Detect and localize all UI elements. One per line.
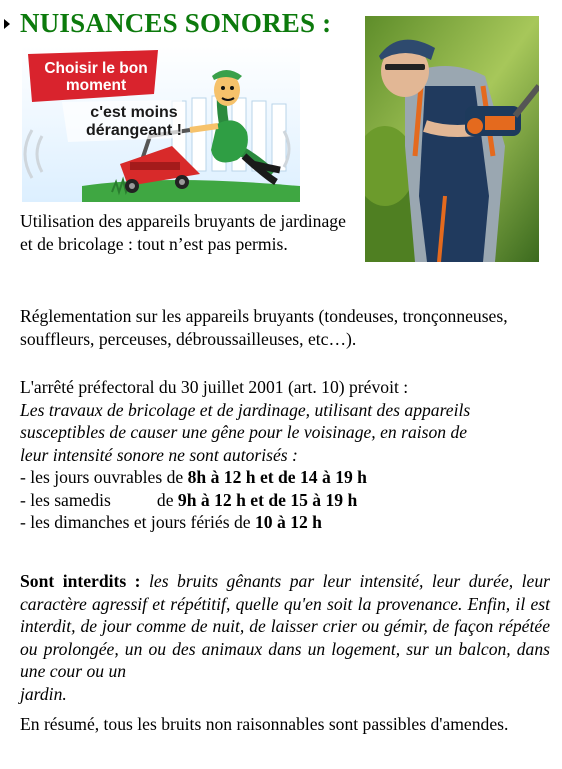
summary-paragraph: En résumé, tous les bruits non raisonnables sont passibles d'amendes.	[20, 714, 509, 734]
schedule-weekdays-label: - les jours ouvrables de	[20, 467, 188, 487]
schedule-sundays-hours: 10 à 12 h	[255, 512, 322, 532]
page-title: NUISANCES SONORES :	[20, 8, 332, 38]
forbidden-text: les bruits gênants par leur intensité, leur durée, leur caractère agressif et répétitif, quelle qu'en soit la provenance. Enfin, il est interdit, de jour comme de nuit, de laisser crier ou gémir, de façon répétée ou prolongée, un ou des animaux dans un logement, sur un balcon, dans une cour ou un	[20, 571, 550, 681]
schedule-saturdays-label: - les samedis	[20, 489, 111, 510]
decree-quote-line-1: Les travaux de bricolage et de jardinage, utilisant des appareils	[20, 399, 471, 420]
cartoon-subtitle: c'est moins dérangeant !	[85, 104, 182, 139]
decree-section	[20, 376, 555, 534]
gardener-hedge-trimmer-icon	[365, 16, 539, 262]
bullet-arrow-icon	[4, 19, 10, 29]
intro-paragraph: Utilisation des appareils bruyants de jardinage et de bricolage : tout n’est pas permis.	[20, 211, 346, 254]
regulation-paragraph: Réglementation sur les appareils bruyants (tondeuses, tronçonneuses, souffleurs, perceuses, débroussailleuses, etc…).	[20, 306, 508, 349]
forbidden-lead: Sont interdits :	[20, 571, 141, 591]
schedule-saturdays-hours: 9h à 12 h et de 15 à 19 h	[177, 489, 358, 510]
decree-quote-line-2: susceptibles de causer une gêne pour le voisinage, en raison de	[20, 422, 468, 442]
schedule-sundays	[20, 511, 555, 534]
decree-quote-line-3: leur intensité sonore ne sont autorisés :	[20, 444, 298, 465]
gardener-photo	[365, 16, 539, 262]
cartoon-badge-text: Choisir le bon moment	[44, 60, 148, 94]
forbidden-paragraph	[20, 570, 550, 705]
schedule-saturdays	[20, 489, 555, 512]
decree-intro: L'arrêté préfectoral du 30 juillet 2001 (art. 10) prévoit :	[20, 377, 409, 397]
schedule-saturdays-prefix: de	[156, 489, 178, 510]
forbidden-last-line: jardin.	[20, 683, 67, 704]
schedule-weekdays-hours: 8h à 12 h et de 14 à 19 h	[187, 467, 367, 487]
mower-cartoon-illustration	[22, 46, 300, 202]
schedule-sundays-label: - les dimanches et jours fériés de	[20, 512, 255, 532]
schedule-weekdays	[20, 466, 555, 489]
